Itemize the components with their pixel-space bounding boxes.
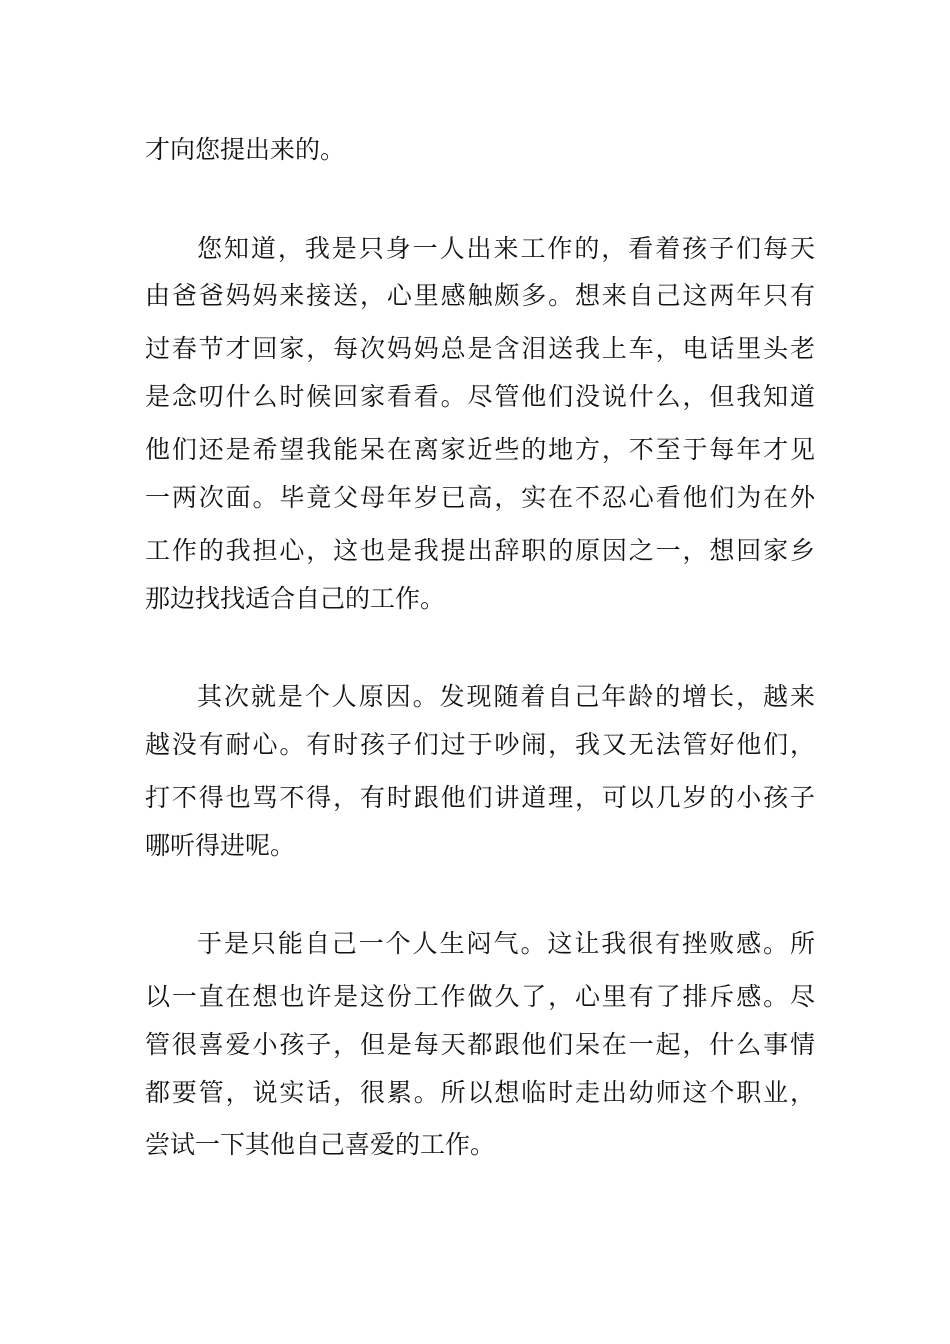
paragraph-3-line-4: 哪听得进呢。 — [145, 831, 296, 860]
paragraph-2-line-4: 是念叨什么时候回家看看。尽管他们没说什么，但我知道 — [145, 382, 815, 411]
paragraph-1-line-1: 才向您提出来的。 — [145, 135, 346, 164]
paragraph-4-line-5: 尝试一下其他自己喜爱的工作。 — [145, 1130, 496, 1159]
paragraph-2-line-1: 您知道，我是只身一人出来工作的，看着孩子们每天 — [197, 234, 815, 263]
paragraph-4-line-2: 以一直在想也许是这份工作做久了，心里有了排斥感。尽 — [145, 982, 815, 1011]
paragraph-4-line-1: 于是只能自己一个人生闷气。这让我很有挫败感。所 — [197, 929, 815, 958]
paragraph-2-line-3: 过春节才回家，每次妈妈总是含泪送我上车，电话里头老 — [145, 334, 815, 363]
paragraph-2-line-5: 他们还是希望我能呆在离家近些的地方，不至于每年才见 — [145, 435, 815, 464]
paragraph-2-line-6: 一两次面。毕竟父母年岁已高，实在不忍心看他们为在外 — [145, 483, 815, 512]
paragraph-2-line-7: 工作的我担心，这也是我提出辞职的原因之一，想回家乡 — [145, 536, 815, 565]
paragraph-4-line-3: 管很喜爱小孩子，但是每天都跟他们呆在一起，什么事情 — [145, 1030, 815, 1059]
paragraph-3-line-1: 其次就是个人原因。发现随着自己年龄的增长，越来 — [197, 682, 815, 711]
paragraph-4-line-4: 都要管，说实话，很累。所以想临时走出幼师这个职业， — [145, 1078, 815, 1107]
paragraph-3-line-2: 越没有耐心。有时孩子们过于吵闹，我又无法管好他们， — [145, 730, 815, 759]
paragraph-3-line-3: 打不得也骂不得，有时跟他们讲道理，可以几岁的小孩子 — [145, 783, 815, 812]
paragraph-2-line-2: 由爸爸妈妈来接送，心里感触颇多。想来自己这两年只有 — [145, 281, 815, 310]
paragraph-2-line-8: 那边找找适合自己的工作。 — [145, 584, 446, 613]
